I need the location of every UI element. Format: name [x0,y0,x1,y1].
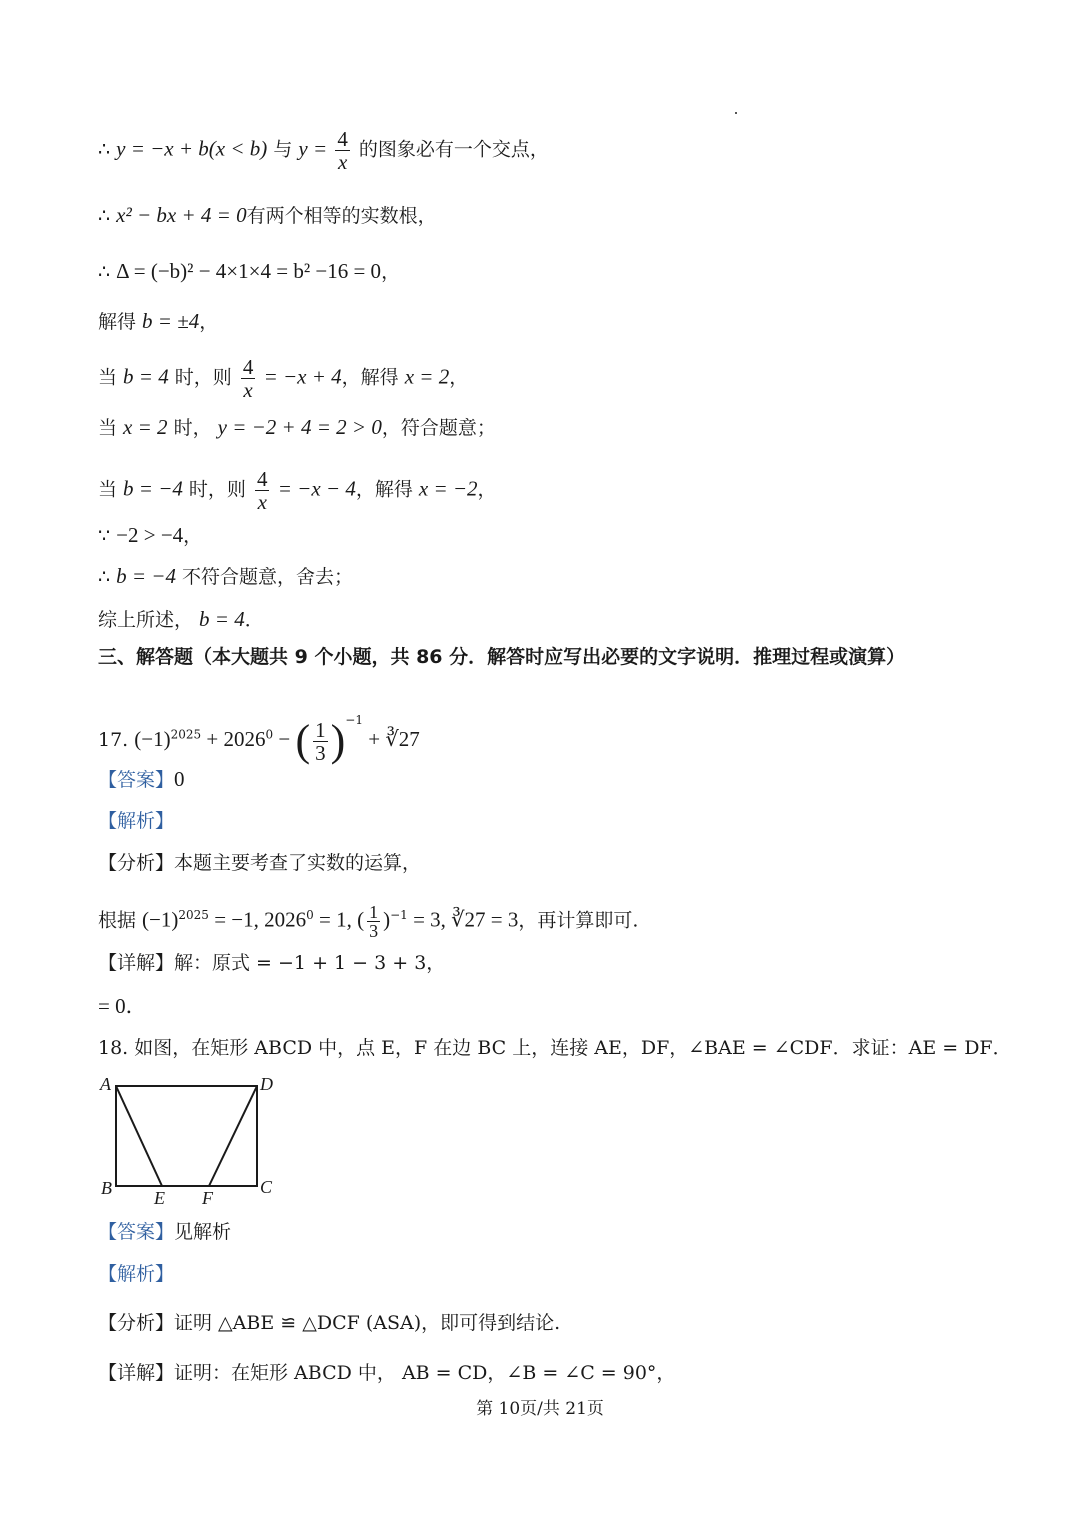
math: (−1) [142,907,179,932]
therefore: ∴ [98,261,117,283]
because: ∵ [98,525,117,547]
line-5 [98,356,468,401]
math: x = 2 [123,415,168,439]
q17-result [98,994,147,1019]
text: 综上所述， [98,609,200,631]
line-3 [98,259,400,284]
text: 证明：在矩形 ABCD 中， AB = CD，∠B = ∠C = 90°， [174,1362,676,1384]
math: = −x − 4 [272,476,356,501]
text: 当 [98,478,124,501]
math: b = −4 [123,476,183,501]
label-d: D [260,1074,273,1094]
answer-tag: 【答案】 [98,1221,175,1243]
text: ，再计算即可. [518,909,639,932]
line-9 [98,564,353,589]
text: 时，则 [168,366,238,389]
math: = 3, ∛27 = 3 [407,907,519,932]
analysis-tag: 【解析】 [98,810,175,832]
math: Δ = (−b)² − 4×1×4 = b² −16 = 0 [116,259,382,283]
math: y = [298,136,333,161]
question-number: 17. [98,729,129,751]
exponent: 0 [265,727,274,742]
label-e: E [154,1188,165,1208]
text: 的图象必有一个交点， [352,138,549,161]
q17-detail [98,951,445,975]
text: 不符合题意，舍去； [175,566,354,588]
answer: 见解析 [174,1221,232,1243]
exponent: −1 [345,713,363,727]
text: ， [477,478,497,501]
text: 解得 [98,311,143,333]
text: ，符合题意； [381,417,496,439]
numerator: 4 [256,467,268,491]
answer-tag: 【答案】 [98,769,175,791]
text: 证明 △ABE ≌ △DCF (ASA)，即可得到结论. [174,1312,561,1334]
text: ， [381,261,401,283]
exponent: 2025 [170,727,202,742]
line-7 [98,468,497,513]
math: − [273,727,296,751]
numerator: 4 [337,127,348,151]
math: x² − bx + 4 = 0 [116,203,247,227]
line-10 [98,607,264,632]
math: y = −2 + 4 = 2 > 0 [217,415,382,439]
text: 当 [98,417,124,439]
section-heading: 三、解答题（本大题共 9 个小题，共 86 分．解答时应写出必要的文字说明．推理过程或演算） [98,646,906,668]
text: 时，则 [182,478,252,501]
text: 有两个相等的实数根， [246,205,437,227]
label-a: A [100,1074,111,1094]
therefore: ∴ [98,566,117,588]
q17-fenxi [98,851,421,875]
text: 本题主要考查了实数的运算， [174,852,422,874]
fraction [367,903,380,940]
math: (−1) [134,727,171,751]
therefore: ∴ [98,205,117,227]
q17-analysis [98,809,174,833]
text: ， [183,525,203,547]
fenxi-tag: 【分析】 [98,852,175,874]
detail-tag: 【详解】 [98,952,175,974]
fraction [255,468,270,513]
therefore: ∴ [98,138,117,161]
math: + ∛27 [363,727,420,751]
text: 时， [167,417,218,439]
q17-expression: 17. $(-1)^{2025} + 2026^0$ − ( $\frac{1}{3}$ )$^{-1}$ + ∛27 [98,713,420,765]
text: ． [244,609,264,631]
q17-answer [98,767,185,792]
fraction [241,356,256,401]
math: ) [383,907,391,932]
math: + 2026 [201,727,266,751]
text: ，解得 [341,366,405,389]
denominator: x [257,490,267,514]
q17-basis [98,895,638,940]
math: = 0． [98,994,147,1018]
segment-df [209,1086,257,1186]
rectangle-abcd [116,1086,257,1186]
math: = −x + 4 [258,364,342,389]
label-f: F [202,1188,213,1208]
q18-analysis [98,1262,174,1286]
line-1 [98,128,549,173]
line-6 [98,415,496,440]
analysis-tag: 【解析】 [98,1263,175,1285]
exponent: −1 [390,908,408,922]
numerator: 1 [369,901,379,922]
denominator: x [337,150,348,174]
label-c: C [260,1177,273,1197]
answer: 0 [174,767,185,791]
q18-fenxi [98,1311,560,1335]
text: ， [449,366,469,389]
math: x = 2 [404,364,450,389]
fenxi-tag: 【分析】 [98,1312,175,1334]
numerator: 4 [242,355,254,379]
label-b: B [101,1178,112,1198]
denominator: 3 [369,920,379,941]
detail-tag: 【详解】 [98,1362,175,1384]
fraction [313,719,328,764]
fraction [335,128,350,173]
math: b = −4 [116,564,176,588]
math: y = −x + b(x < b) [116,136,268,161]
q18-stem: 18. 如图，在矩形 ABCD 中，点 E，F 在边 BC 上，连接 AE，DF，∠BAE = ∠CDF．求证：AE = DF． [98,1037,1012,1059]
math: = 1, ( [313,907,365,932]
numerator: 1 [315,717,326,742]
text: ， [199,311,219,333]
denominator: 3 [315,740,326,765]
page-footer: 第 10页/共 21页 [476,1399,604,1419]
text: 根据 [98,909,143,932]
math: b = 4 [123,364,169,389]
denominator: x [243,378,253,402]
rectangle-figure [96,1072,296,1212]
exponent: 2025 [178,908,209,922]
math: = −1, 2026 [208,907,307,932]
math: −2 > −4 [116,523,184,547]
math: b = ±4 [142,309,200,333]
q18-answer [98,1220,231,1244]
text: 与 [267,138,299,161]
math: b = 4 [199,607,245,631]
q18-detail [98,1361,675,1385]
line-8 [98,523,202,548]
line-4 [98,309,218,334]
text: 解：原式 = −1 + 1 − 3 + 3， [174,952,446,974]
segment-ae [116,1086,162,1186]
line-2 [98,203,437,228]
text: 当 [98,366,124,389]
stray-dot [735,112,737,114]
math: x = −2 [418,476,478,501]
text: ，解得 [355,478,419,501]
exponent: 0 [306,908,314,922]
